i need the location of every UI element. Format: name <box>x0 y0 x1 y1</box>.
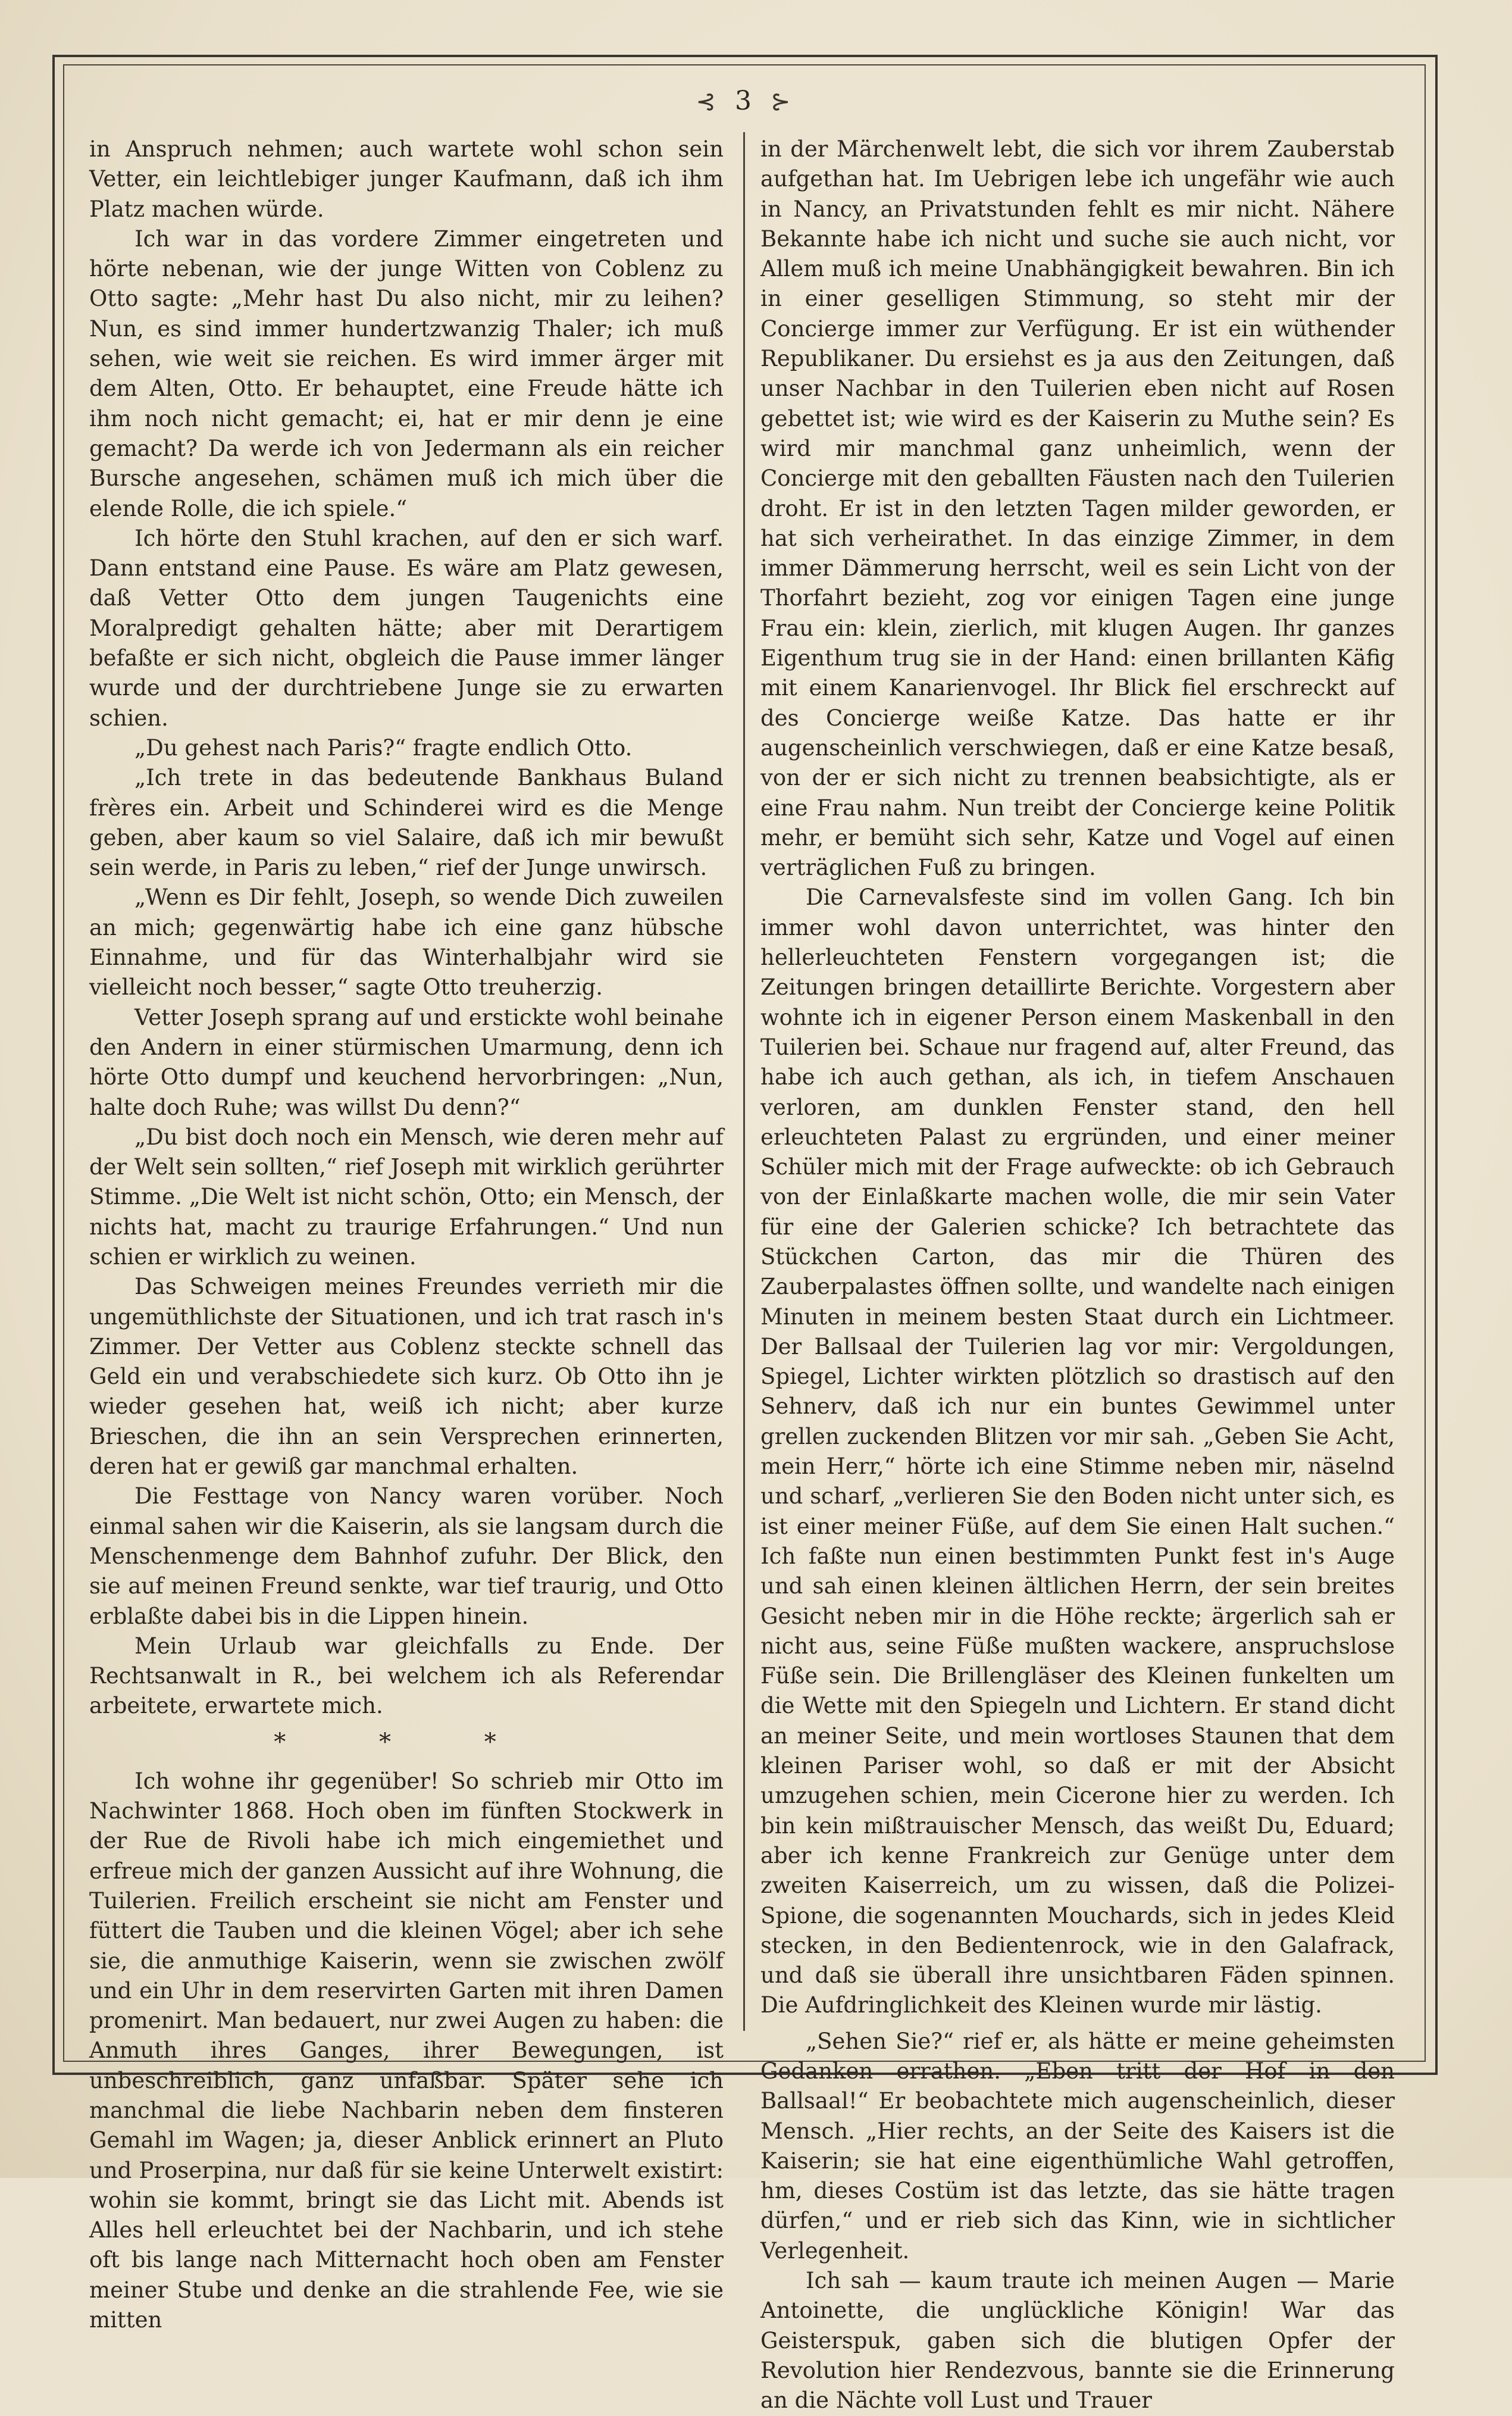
paragraph: Ich sah — kaum traute ich meinen Augen — Marie Antoinette, die unglückliche Königin! War das Geisterspuk, gaben sich die blutigen Opfer der Revolution hier Rendezvous, bannte sie die Erinnerung an die Nächte voll Lust und Trauer <box>760 2268 1395 2414</box>
section-separator: * * * <box>274 1728 539 1756</box>
paragraph: „Wenn es Dir fehlt, Joseph, so wende Dich zuweilen an mich; gegenwärtig habe ich eine ganz hübsche Einnahme, und für das Winterhalbjahr wird sie vielleicht noch besser,“ sagte Otto treuherzig. <box>89 884 724 1001</box>
paragraph: Die Festtage von Nancy waren vorüber. Noch einmal sahen wir die Kaiserin, als sie langsam durch die Menschenmenge dem Bahnhof zufuhr. Der Blick, den sie auf meinen Freund senkte, war tief traurig, und Otto erblaßte dabei bis in die Lippen hinein. <box>89 1483 724 1629</box>
ornament-left: ⊰ <box>696 88 716 115</box>
right-column <box>760 135 1395 2414</box>
paragraph: Ich hörte den Stuhl krachen, auf den er sich warf. Dann entstand eine Pause. Es wäre am Platz gewesen, daß Vetter Otto dem jungen Taugenichts eine Moralpredigt gehalten hätte; aber mit Derartigem befaßte er sich nicht, obgleich die Pause immer länger wurde und der durchtriebene Junge sie zu erwarten schien. <box>89 525 724 731</box>
paragraph: „Du bist doch noch ein Mensch, wie deren mehr auf der Welt sein sollten,“ rief Joseph mit wirklich gerührter Stimme. „Die Welt ist nicht schön, Otto; ein Mensch, der nichts hat, macht zu traurige Erfahrungen.“ Und nun schien er wirklich zu weinen. <box>89 1124 724 1270</box>
page-header <box>63 83 1423 119</box>
paragraph: Die Carnevalsfeste sind im vollen Gang. Ich bin immer wohl davon unterrichtet, was hinter den hellerleuchteten Fenstern vorgegangen ist; die Zeitungen bringen detaillirte Berichte. Vorgestern aber wohnte ich in eigener Person einem Maskenball in den Tuilerien bei. Schaue nur fragend auf, alter Freund, das habe ich auch gethan, als ich, in tiefem Anschauen verloren, am dunklen Fenster stand, den hell erleuchteten Palast zu ergründen, und einer meiner Schüler mich mit der Frage aufweckte: ob ich Gebrauch von der Einlaßkarte machen wolle, die mir sein Vater für eine der Galerien schicke? Ich betrachtete das Stückchen Carton, das mir die Thüren des Zauberpalastes öffnen sollte, und wandelte nach einigen Minuten in meinem besten Staat durch ein Lichtmeer. Der Ballsaal der Tuilerien lag vor mir: Vergoldungen, Spiegel, Lichter wirkten plötzlich so drastisch auf den Sehnerv, daß ich nur ein buntes Gewimmel unter grellen zuckenden Blitzen vor mir sah. „Geben Sie Acht, mein Herr,“ hörte ich eine Stimme neben mir, näselnd und scharf, „verlieren Sie den Boden nicht unter sich, es ist einer meiner Füße, auf dem Sie einen Halt suchen.“ Ich faßte nun einen bestimmten Punkt fest in's Auge und sah einen kleinen ältlichen Herrn, der sein breites Gesicht neben mir in die Höhe reckte; ärgerlich sah er nicht aus, seine Füße mußten wackere, anspruchslose Füße sein. Die Brillengläser des Kleinen funkelten um die Wette mit den Spiegeln und Lichtern. Er stand dicht an meiner Seite, und mein wortloses Staunen that dem kleinen Pariser wohl, so daß er mit der Absicht umzugehen schien, mein Cicerone hier zu werden. Ich bin kein mißtrauischer Mensch, das weißt Du, Eduard; aber ich kenne Frankreich zur Genüge unter dem zweiten Kaiserreich, um zu wissen, daß die Polizei-Spione, die sogenannten Mouchards, sich in jedes Kleid stecken, in den Bedientenrock, wie in den Galafrack, und daß sie überall ihre unsichtbaren Fäden spinnen. Die Aufdringlichkeit des Kleinen wurde mir lästig. <box>760 884 1395 2018</box>
paragraph: „Du gehest nach Paris?“ fragte endlich Otto. <box>134 735 633 761</box>
paragraph: in der Märchenwelt lebt, die sich vor ihrem Zauberstab aufgethan hat. Im Uebrigen lebe ich ungefähr wie auch in Nancy, an Privatstunden fehlt es mir nicht. Nähere Bekannte habe ich nicht und suche sie auch nicht, vor Allem muß ich meine Unabhängigkeit bewahren. Bin ich in einer geselligen Stimmung, so steht mir der Concierge immer zur Verfügung. Er ist ein wüthender Republikaner. Du ersiehst es ja aus den Zeitungen, daß unser Nachbar in den Tuilerien eben nicht auf Rosen gebettet ist; wie wird es der Kaiserin zu Muthe sein? Es wird mir manchmal ganz unheimlich, wenn der Concierge mit den geballten Fäusten nach den Tuilerien droht. Er ist in den letzten Tagen milder geworden, er hat sich verheirathet. In das einzige Zimmer, in dem immer Dämmerung herrscht, weil es sein Licht von der Thorfahrt bezieht, zog vor einigen Tagen eine junge Frau ein: klein, zierlich, mit klugen Augen. Ihr ganzes Eigenthum trug sie in der Hand: einen brillanten Käfig mit einem Kanarienvogel. Ihr Blick fiel erschreckt auf des Concierge weiße Katze. Das hatte er ihr augenscheinlich verschwiegen, daß er eine Katze besaß, von der er sich nicht zu trennen beabsichtigte, als er eine Frau nahm. Nun treibt der Concierge keine Politik mehr, er bemüht sich sehr, Katze und Vogel auf einen verträglichen Fuß zu bringen. <box>760 136 1395 881</box>
paragraph: Ich war in das vordere Zimmer eingetreten und hörte nebenan, wie der junge Witten von Coblenz zu Otto sagte: „Mehr hast Du also nicht, mir zu leihen? Nun, es sind immer hundertzwanzig Thaler; ich muß sehen, wie weit sie reichen. Es wird immer ärger mit dem Alten, Otto. Er behauptet, eine Freude hätte ich ihm noch nicht gemacht; ei, hat er mir denn je eine gemacht? Da werde ich von Jedermann als ein reicher Bursche angesehen, schämen muß ich mich über die elende Rolle, die ich spiele.“ <box>89 226 724 521</box>
left-column <box>89 135 724 2333</box>
paragraph: in Anspruch nehmen; auch wartete wohl schon sein Vetter, ein leichtlebiger junger Kaufmann, daß ich ihm Platz machen würde. <box>89 136 724 222</box>
paragraph: Ich wohne ihr gegenüber! So schrieb mir Otto im Nachwinter 1868. Hoch oben im fünften Stockwerk in der Rue de Rivoli habe ich mich eingemiethet und erfreue mich der ganzen Aussicht auf ihre Wohnung, die Tuilerien. Freilich erscheint sie nicht am Fenster und füttert die Tauben und die kleinen Vögel; aber ich sehe sie, die anmuthige Kaiserin, wenn sie zwischen zwölf und ein Uhr in dem reservirten Garten mit ihren Damen promenirt. Man bedauert, nur zwei Augen zu haben: die Anmuth ihres Ganges, ihrer Bewegungen, ist unbeschreiblich, ganz unfaßbar. Später sehe ich manchmal die liebe Nachbarin neben dem finsteren Gemahl im Wagen; ja, dieser Anblick erinnert an Pluto und Proserpina, nur daß für sie keine Unterwelt existirt: wohin sie kommt, bringt sie das Licht mit. Abends ist Alles hell erleuchtet bei der Nachbarin, und ich stehe oft bis lange nach Mitternacht hoch oben am Fenster meiner Stube und denke an die strahlende Fee, wie sie mitten <box>89 1768 724 2333</box>
page-number: 3 <box>735 86 752 116</box>
paragraph: Mein Urlaub war gleichfalls zu Ende. Der Rechtsanwalt in R., bei welchem ich als Referendar arbeitete, erwartete mich. <box>89 1633 724 1719</box>
ornament-right: ⊱ <box>771 88 791 115</box>
column-divider <box>743 132 745 2031</box>
paragraph: Vetter Joseph sprang auf und erstickte wohl beinahe den Andern in einer stürmischen Umarmung, denn ich hörte Otto dumpf und keuchend hervorbringen: „Nun, halte doch Ruhe; was willst Du denn?“ <box>89 1004 724 1120</box>
paragraph: Das Schweigen meines Freundes verrieth mir die ungemüthlichste der Situationen, und ich trat rasch in's Zimmer. Der Vetter aus Coblenz steckte schnell das Geld ein und verabschiedete sich kurz. Ob Otto ihn je wieder gesehen hat, weiß ich nicht; aber kurze Brieschen, die ihn an sein Versprechen erinnerten, deren hat er gewiß gar manchmal erhalten. <box>89 1274 724 1480</box>
paragraph: „Sehen Sie?“ rief er, als hätte er meine geheimsten Gedanken errathen. „Eben tritt der Hof in den Ballsaal!“ Er beobachtete mich augenscheinlich, dieser Mensch. „Hier rechts, an der Seite des Kaisers ist die Kaiserin; sie hat eine eigenthümliche Wahl getroffen, hm, dieses Costüm ist das letzte, das sie hätte tragen dürfen,“ und er rieb sich das Kinn, wie in sichtlicher Verlegenheit. <box>760 2028 1395 2264</box>
paragraph: „Ich trete in das bedeutende Bankhaus Buland frères ein. Arbeit und Schinderei wird es die Menge geben, aber kaum so viel Salaire, daß ich mir bewußt sein werde, in Paris zu leben,“ rief der Junge unwirsch. <box>89 765 724 881</box>
